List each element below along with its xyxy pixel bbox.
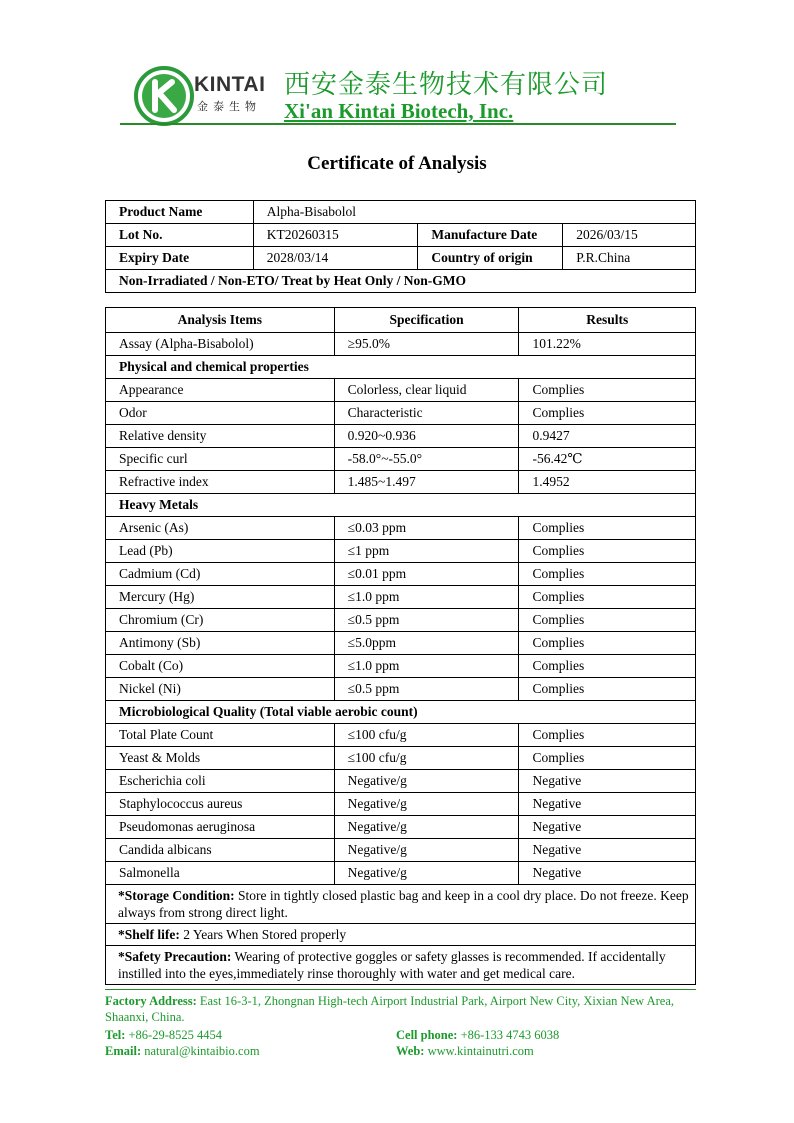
result-cell: 0.9427 [519, 425, 696, 448]
result-cell: Complies [519, 563, 696, 586]
cell-label: Cell phone: [396, 1028, 458, 1042]
tel-value: +86-29-8525 4454 [128, 1028, 222, 1042]
factory-address [105, 993, 696, 1025]
spec-cell: ≤1 ppm [334, 540, 519, 563]
item-cell: Lead (Pb) [106, 540, 335, 563]
spec-cell: Negative/g [334, 770, 519, 793]
result-cell: Complies [519, 379, 696, 402]
item-cell: Appearance [106, 379, 335, 402]
result-cell: Negative [519, 839, 696, 862]
table-row [106, 816, 696, 839]
physical-rows [106, 379, 696, 494]
footer-divider [105, 989, 696, 990]
table-row [106, 770, 696, 793]
safety-note [106, 946, 696, 985]
storage-note [106, 885, 696, 924]
item-cell: Candida albicans [106, 839, 335, 862]
website [396, 1043, 534, 1059]
cell-phone [396, 1027, 559, 1043]
table-header-row [106, 308, 696, 333]
item-cell: Pseudomonas aeruginosa [106, 816, 335, 839]
result-cell: Complies [519, 678, 696, 701]
brand-name-cn: 金泰生物 [197, 100, 261, 113]
document-title: Certificate of Analysis [307, 153, 487, 174]
result-cell: Complies [519, 540, 696, 563]
spec-cell: ≤0.5 ppm [334, 678, 519, 701]
storage-label: *Storage Condition: [118, 888, 235, 903]
table-row [106, 517, 696, 540]
table-row [106, 655, 696, 678]
spec-cell: ≤0.01 ppm [334, 563, 519, 586]
product-info-table [105, 200, 696, 293]
table-row [106, 586, 696, 609]
result-cell: 101.22% [519, 333, 696, 356]
address-label: Factory Address: [105, 994, 197, 1008]
table-row [106, 563, 696, 586]
company-name-cn: 西安金泰生物技术有限公司 [284, 70, 609, 100]
item-cell: Refractive index [106, 471, 335, 494]
item-cell: Mercury (Hg) [106, 586, 335, 609]
item-cell: Arsenic (As) [106, 517, 335, 540]
heavy-metal-rows [106, 517, 696, 701]
cell-value: +86-133 4743 6038 [460, 1028, 560, 1042]
manufacture-date-value: 2026/03/15 [563, 224, 696, 247]
result-cell: Negative [519, 816, 696, 839]
expiry-date-value: 2028/03/14 [253, 247, 418, 270]
processing-statement: Non-Irradiated / Non-ETO/ Treat by Heat Only / Non-GMO [106, 270, 696, 293]
spec-cell: Negative/g [334, 862, 519, 885]
table-row [106, 540, 696, 563]
table-row [106, 333, 696, 356]
table-row [106, 839, 696, 862]
spec-cell: Negative/g [334, 793, 519, 816]
result-cell: Complies [519, 609, 696, 632]
item-cell: Odor [106, 402, 335, 425]
table-row [106, 724, 696, 747]
web-label: Web: [396, 1044, 425, 1058]
tel-label: Tel: [105, 1028, 126, 1042]
spec-cell: ≥95.0% [334, 333, 519, 356]
expiry-date-label: Expiry Date [106, 247, 254, 270]
table-row [106, 448, 696, 471]
column-header: Specification [334, 308, 519, 333]
section-title: Heavy Metals [106, 494, 696, 517]
section-row [106, 356, 696, 379]
column-header: Results [519, 308, 696, 333]
table-row [106, 201, 696, 224]
table-row [106, 678, 696, 701]
safety-text: Wearing of protective goggles or safety glasses is recommended. If accidentally instilled into the eyes,immediately rinse thoroughly with water and get medical care. [118, 949, 666, 981]
result-cell: Negative [519, 862, 696, 885]
storage-row [106, 885, 696, 924]
table-row [106, 379, 696, 402]
spec-cell: ≤1.0 ppm [334, 586, 519, 609]
item-cell: Specific curl [106, 448, 335, 471]
brand-name-en: KINTAI [194, 73, 266, 96]
spec-cell: 1.485~1.497 [334, 471, 519, 494]
shelf-life-note [106, 924, 696, 946]
storage-text: Store in tightly closed plastic bag and keep in a cool dry place. Do not freeze. Keep always from strong direct light. [118, 888, 689, 920]
item-cell: Cobalt (Co) [106, 655, 335, 678]
spec-cell: Colorless, clear liquid [334, 379, 519, 402]
section-title: Microbiological Quality (Total viable aerobic count) [106, 701, 696, 724]
country-value: P.R.China [563, 247, 696, 270]
table-row [106, 247, 696, 270]
micro-rows [106, 724, 696, 885]
table-row [106, 862, 696, 885]
header-divider [120, 123, 676, 125]
table-row [106, 793, 696, 816]
table-row [106, 425, 696, 448]
table-row [106, 402, 696, 425]
section-title: Physical and chemical properties [106, 356, 696, 379]
address-text: East 16-3-1, Zhongnan High-tech Airport Industrial Park, Airport New City, Xixian New Area, Shaanxi, China. [105, 994, 674, 1024]
web-link[interactable]: www.kintainutri.com [427, 1044, 534, 1058]
product-name-label: Product Name [106, 201, 254, 224]
tel [105, 1027, 222, 1043]
spec-cell: ≤0.5 ppm [334, 609, 519, 632]
item-cell: Nickel (Ni) [106, 678, 335, 701]
result-cell: Complies [519, 655, 696, 678]
analysis-table [105, 307, 696, 985]
product-name-value: Alpha-Bisabolol [253, 201, 695, 224]
item-cell: Cadmium (Cd) [106, 563, 335, 586]
email-label: Email: [105, 1044, 142, 1058]
email-link[interactable]: natural@kintaibio.com [144, 1044, 260, 1058]
spec-cell: ≤100 cfu/g [334, 747, 519, 770]
spec-cell: -58.0°~-55.0° [334, 448, 519, 471]
footer [105, 993, 696, 1059]
spec-cell: Negative/g [334, 816, 519, 839]
result-cell: Negative [519, 793, 696, 816]
item-cell: Salmonella [106, 862, 335, 885]
result-cell: 1.4952 [519, 471, 696, 494]
spec-cell: Characteristic [334, 402, 519, 425]
result-cell: Complies [519, 517, 696, 540]
shelf-life-row [106, 924, 696, 946]
item-cell: Total Plate Count [106, 724, 335, 747]
spec-cell: ≤5.0ppm [334, 632, 519, 655]
table-row [106, 609, 696, 632]
item-cell: Chromium (Cr) [106, 609, 335, 632]
result-cell: Complies [519, 632, 696, 655]
manufacture-date-label: Manufacture Date [418, 224, 563, 247]
table-row [106, 747, 696, 770]
table-row [106, 471, 696, 494]
spec-cell: ≤0.03 ppm [334, 517, 519, 540]
table-row [106, 224, 696, 247]
spec-cell: Negative/g [334, 839, 519, 862]
shelf-life-text: 2 Years When Stored properly [183, 927, 347, 942]
spec-cell: ≤1.0 ppm [334, 655, 519, 678]
item-cell: Escherichia coli [106, 770, 335, 793]
lot-label: Lot No. [106, 224, 254, 247]
result-cell: Complies [519, 747, 696, 770]
result-cell: Complies [519, 724, 696, 747]
item-cell: Yeast & Molds [106, 747, 335, 770]
item-cell: Antimony (Sb) [106, 632, 335, 655]
item-cell: Staphylococcus aureus [106, 793, 335, 816]
result-cell: -56.42℃ [519, 448, 696, 471]
result-cell: Negative [519, 770, 696, 793]
country-label: Country of origin [418, 247, 563, 270]
safety-label: *Safety Precaution: [118, 949, 232, 964]
item-cell: Relative density [106, 425, 335, 448]
spec-cell: 0.920~0.936 [334, 425, 519, 448]
table-row [106, 270, 696, 293]
safety-row [106, 946, 696, 985]
result-cell: Complies [519, 402, 696, 425]
column-header: Analysis Items [106, 308, 335, 333]
company-name-en: Xi'an Kintai Biotech, Inc. [284, 99, 514, 123]
kintai-logo-icon [134, 66, 194, 126]
section-row [106, 494, 696, 517]
email [105, 1043, 260, 1059]
result-cell: Complies [519, 586, 696, 609]
section-row [106, 701, 696, 724]
lot-value: KT20260315 [253, 224, 418, 247]
table-row [106, 632, 696, 655]
shelf-life-label: *Shelf life: [118, 927, 180, 942]
item-cell: Assay (Alpha-Bisabolol) [106, 333, 335, 356]
spec-cell: ≤100 cfu/g [334, 724, 519, 747]
